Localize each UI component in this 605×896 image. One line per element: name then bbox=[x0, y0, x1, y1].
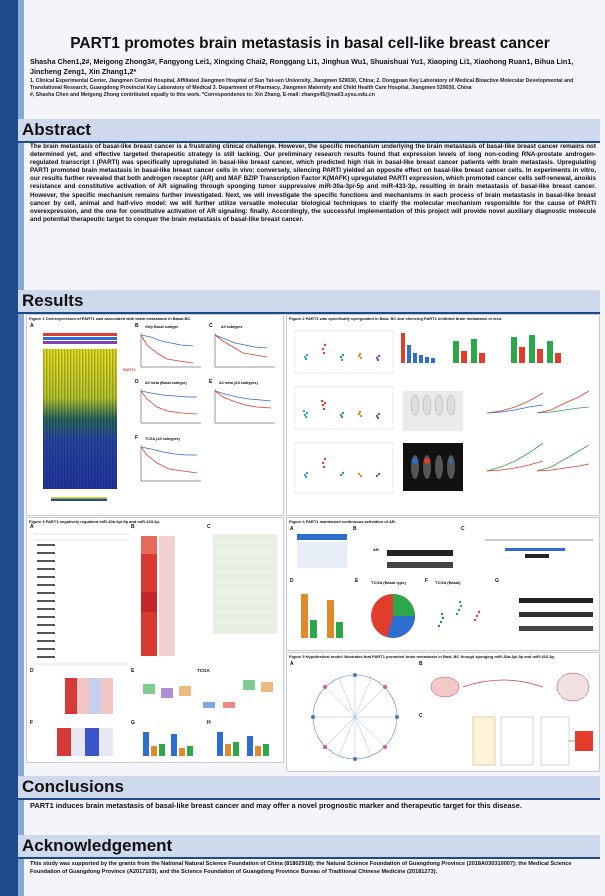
fig3-bars-h bbox=[213, 724, 279, 760]
fig5-network-a bbox=[295, 665, 413, 769]
fig2-bar-panels bbox=[399, 327, 595, 513]
fig4-track-c bbox=[465, 530, 595, 570]
fig4-label-b: B bbox=[353, 526, 357, 532]
fig1-heatmap bbox=[31, 329, 125, 512]
ack-body: This study was supported by the grants from the National Natural Science Foundation of China (81802918); the Natural Science Foundation of Guangdong Province (2018A030310007); the Medical Science Foundation of Guangdong Province (A2017103), and the Science Foundation of Guangdong Province Bureau of Traditional Chinese Medicine (20181273). bbox=[30, 861, 572, 875]
affiliations bbox=[30, 78, 596, 99]
abstract-body: The brain metastasis of basal-like breast cancer is a frustrating clinical challenge. However, the specific mechanism underlying the brain metastasis of basal-like breast cancer remains not determined yet, and effective targeted therapeutic strategy is still lacking. Our preliminary research results found that expression levels of long non-coding RNA-prostate androgen-regulated transcript I (PARTI) was specifically upregulated in basal-like breast cancer, which predicted high risk in basal-like breast cancer patients with brain metastasis. Upregulating PARTI promoted brain metastasis in basal-like breast cancer cells in vivo: conversely, silencing PARTI yielded an opposite effect on basal-like breast cancer cells. In experiments in vitro, our results further revealed that both androgen receptor (AR) and MAF BZIP Transcription Factor K(MAFK) upregulated PARTI expression, which promoted cancer cells self-renewal, anoikis resistance and constitutive activation of AR signaling through sponging tumor suppressive miR-30a-3p/-5p and miR-433-3p, resulting in brain metastasis of basal-like breast cancer. However, the specific mechanism remains further investigated. Next, we will investigate the specific functions and mechanisms in each process of brain metastasis in basal-like breast cancer by cell, animal and half-vivo model: we will further utilize versatile molecular biological techniques to clarify the molecular mechanism responsible for the cause of PARTI overexpression, and the one for constitutive activation of AR signaling: finally. Accordingly, the successful implementation of this project will provide novel auxiliary diagnostic molecule and potential therapeutic target to conquer the brain metastasis of basal-like breast cancer. bbox=[30, 143, 596, 223]
fig3-bars-g bbox=[139, 724, 201, 760]
figure-4 bbox=[286, 517, 600, 651]
fig3-label-f: F bbox=[30, 720, 34, 726]
fig1-panel-d-title: All meta (Basal subtype) bbox=[145, 381, 187, 385]
fig4-label-a: A bbox=[290, 526, 294, 532]
fig4-label-f: F bbox=[425, 578, 429, 584]
fig3-box-e bbox=[139, 674, 279, 710]
fig4-ar-label: AR bbox=[373, 547, 379, 552]
left-decor-bar bbox=[0, 0, 18, 896]
results-heading: Results bbox=[22, 291, 84, 310]
fig3-label-c: C bbox=[207, 524, 211, 530]
figure-3 bbox=[26, 517, 284, 763]
figure-2 bbox=[286, 314, 600, 516]
conclusions-body: PART1 induces brain metastasis of basal-like breast cancer and may offer a novel prognostic marker and therapeutic target for this disease. bbox=[30, 801, 522, 810]
fig1-label-a: A bbox=[30, 323, 34, 329]
fig4-scatter-f bbox=[429, 588, 489, 644]
fig3-label-h: H bbox=[207, 720, 211, 726]
fig1-panel-f-title: TCGA (All subtypes) bbox=[145, 437, 180, 441]
fig1-panel-c-title: All subtypes bbox=[221, 325, 243, 329]
affiliation-text: 1. Clinical Experimental Center, Jiangmen Central Hospital, Affiliated Jiangmen Hospital of Sun Yat-sen University, Jiangmen 529030, China; 2. Dongguan Key Laboratory of Medical Bioactive Molecular Developmental and Translational Research, Guangdong Provincial Key Laboratory of Medical 3. Department of Pharmacy, Jiangmen Maternity and Child Health Care Hospital, Jiangmen 529030, China bbox=[30, 78, 574, 91]
fig1-part1-tag: PART1 bbox=[123, 367, 136, 372]
poster-page bbox=[24, 0, 605, 896]
fig3-tcga-title: TCGA bbox=[197, 668, 210, 673]
fig1-label-d: D bbox=[135, 379, 139, 385]
fig3-heat-f bbox=[37, 726, 123, 758]
fig1-label-f: F bbox=[135, 435, 139, 441]
fig3-label-b: B bbox=[131, 524, 135, 530]
fig4-bars-d bbox=[297, 584, 353, 644]
fig1-km-e bbox=[211, 387, 277, 427]
fig1-label-c: C bbox=[209, 323, 213, 329]
fig5-label-c: C bbox=[419, 713, 423, 719]
fig5-model-c bbox=[423, 715, 595, 769]
fig3-heat-b bbox=[137, 532, 199, 664]
author-list: Shasha Chen1,2#, Meigong Zhong3#, Fangyong Lei1, Xingxing Chai2, Ronggang Li1, Jinghua Wu1, Shuaishuai Yu1, Xiaoping Li1, Xiaohong Ruan1, Bihua Lin1, Jincheng Zeng1, Xin Zhang1,2* bbox=[30, 57, 574, 76]
fig1-panel-b-title: Only Basal subtype bbox=[145, 325, 179, 329]
fig1-km-c bbox=[211, 331, 277, 371]
figure-3-caption: Figure 3 PART1 negatively regulated miR-30a-3p/-5p and miR-433-3p. bbox=[29, 519, 161, 524]
fig4-label-d: D bbox=[290, 578, 294, 584]
fig3-table-c bbox=[211, 530, 279, 638]
fig1-label-e: E bbox=[209, 379, 213, 385]
fig2-scatter-panels bbox=[291, 327, 395, 513]
fig1-km-b bbox=[137, 331, 203, 371]
abstract-heading: Abstract bbox=[22, 120, 91, 139]
fig3-label-a: A bbox=[30, 524, 34, 530]
figure-1-caption: Figure 1 Overexpression of PART1 was associated with brain metastasis in Basal BC. bbox=[29, 316, 192, 321]
fig3-label-e: E bbox=[131, 668, 135, 674]
fig1-km-f bbox=[137, 443, 203, 487]
poster-title: PART1 promotes brain metastasis in basal cell-like breast cancer bbox=[70, 35, 550, 52]
fig4-blot-g bbox=[499, 584, 595, 644]
fig5-label-b: B bbox=[419, 661, 423, 667]
fig5-model-b bbox=[423, 665, 595, 711]
figure-4-caption: Figure 4 PART1 maintained continuous activation of AR. bbox=[289, 519, 396, 524]
fig3-label-g: G bbox=[131, 720, 135, 726]
fig1-panel-e-title: All meta (All subtypes) bbox=[219, 381, 258, 385]
fig5-label-a: A bbox=[290, 661, 294, 667]
fig3-table-a bbox=[33, 528, 129, 666]
fig4-label-e: E bbox=[355, 578, 359, 584]
equal-contribution-note: #, Shasha Chen and Meigong Zhong contributed equally to this work. *Correspondence to: Xin Zhang, E-mail: zhangx45@mail3.sysu.edu.cn bbox=[30, 92, 375, 98]
fig4-blot-b bbox=[357, 532, 457, 572]
fig4-pie-e bbox=[365, 588, 425, 644]
fig4-table-a bbox=[295, 532, 349, 572]
fig4-pie-title: TCGA (Basal type) bbox=[371, 580, 406, 585]
ack-header bbox=[18, 835, 600, 859]
figure-1 bbox=[26, 314, 284, 516]
fig1-label-b: B bbox=[135, 323, 139, 329]
fig1-km-d bbox=[137, 387, 203, 427]
abstract-header bbox=[18, 119, 600, 143]
fig4-f-title: TCGA (Basal) bbox=[435, 580, 461, 585]
conclusions-header bbox=[18, 776, 600, 800]
ack-heading: Acknowledgement bbox=[22, 836, 173, 855]
figure-5-caption: Figure 5 Hypothetical model illustrates that PART1 promoted brain metastasis in BasL BC though sponging miR-30a-3p/-5p and miR-433-3p. bbox=[289, 654, 556, 659]
figure-2-caption: Figure 2 PART1 was specifically upregulated in BasL BC and silencing PART1 inhibited brain metastasis in vivo. bbox=[289, 316, 503, 321]
fig4-label-c: C bbox=[461, 526, 465, 532]
fig3-label-d: D bbox=[30, 668, 34, 674]
fig4-label-g: G bbox=[495, 578, 499, 584]
conclusions-heading: Conclusions bbox=[22, 777, 125, 796]
results-header bbox=[18, 290, 600, 314]
fig3-heat-d bbox=[35, 676, 121, 716]
figure-5 bbox=[286, 652, 600, 772]
